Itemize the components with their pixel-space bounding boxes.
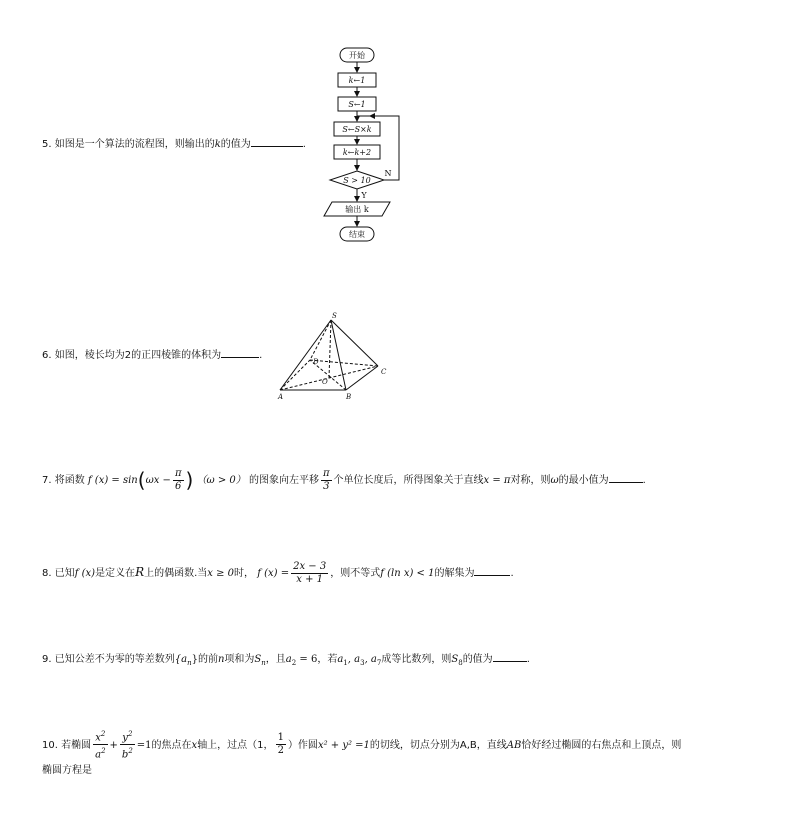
flow-no-label: N	[384, 169, 392, 178]
q10-circle-eq: x² + y² =1	[317, 739, 370, 751]
q5-answer-blank[interactable]	[251, 136, 303, 147]
pyramid-label-a: A	[278, 393, 284, 401]
flow-start-label: 开始	[349, 51, 365, 60]
pyramid-figure	[272, 312, 396, 404]
flow-init-s-label: S←1	[348, 100, 366, 109]
flow-output-label: 输出 k	[345, 205, 369, 214]
q7-line: x = π	[483, 475, 511, 486]
q7-function: f (x) = sin	[87, 475, 138, 486]
question-10-line2: 椭圆方程是	[42, 765, 92, 776]
q6-answer-blank[interactable]	[221, 347, 259, 358]
q5-text: 5. 如图是一个算法的流程图，则输出的	[42, 139, 215, 150]
question-10: 10. 若椭圆 $\frac{x^2}{a^2}$ + $\frac{y^2}{b^2}$ =1的焦点在x轴上，过点（1， $\frac{1}{2}$ ）作圆x² + y² =1的切线，切点分别为A,B，直线AB恰好经过椭圆的右焦点和上顶点，则	[42, 730, 682, 761]
q8-answer-blank[interactable]	[474, 565, 510, 576]
flow-inc-label: k←k+2	[342, 148, 372, 157]
question-6: 6. 如图，棱长均为2的正四棱锥的体积为 .	[42, 347, 262, 363]
pyramid-label-d: D	[313, 358, 319, 366]
pyramid-label-b: B	[346, 393, 352, 401]
flow-cond-label: S > 10	[343, 176, 371, 185]
flow-mult-label: S←S×k	[342, 125, 372, 134]
flowchart	[320, 42, 410, 246]
q7-condition: （ω > 0）	[196, 475, 246, 486]
flow-end-label: 结束	[349, 230, 365, 239]
q5-text-after: 的值为	[220, 139, 251, 150]
q5-var-k: k	[214, 139, 221, 150]
question-5: 5. 如图是一个算法的流程图，则输出的k的值为 .	[42, 136, 306, 152]
q7-answer-blank[interactable]	[609, 472, 643, 483]
flow-init-k-label: k←1	[348, 76, 366, 85]
q6-text: 6. 如图，棱长均为2的正四棱锥的体积为	[42, 350, 222, 361]
pyramid-label-c: C	[381, 368, 387, 376]
q9-answer-blank[interactable]	[493, 651, 527, 662]
q8-inequality: f (ln x) < 1	[380, 568, 435, 579]
question-7: 7. 将函数 f (x) = sin(ωx − $\frac{\pi}{6}$ ) （ω > 0） 的图象向左平移 $\frac{\pi}{3}$ 个单位长度后，所得图象关于直线x = π对称，则ω的最小值为 .	[42, 467, 646, 492]
question-9: 9. 已知公差不为零的等差数列$\{a_n\}$的前n项和为$S_n$，且$a_2 = 6$，若$a_1$, $a_3$, $a_7$成等比数列，则$S_8$的值为 .	[42, 651, 530, 670]
flow-yes-label: Y	[361, 191, 367, 200]
pyramid-label-s: S	[332, 312, 337, 320]
pyramid-label-o: O	[322, 378, 328, 386]
question-8: 8. 已知f (x)是定义在R上的偶函数.当x ≥ 0时， f (x) = $\frac{2x - 3}{x + 1}$ ，则不等式f (ln x) < 1的解集为 .	[42, 560, 514, 585]
